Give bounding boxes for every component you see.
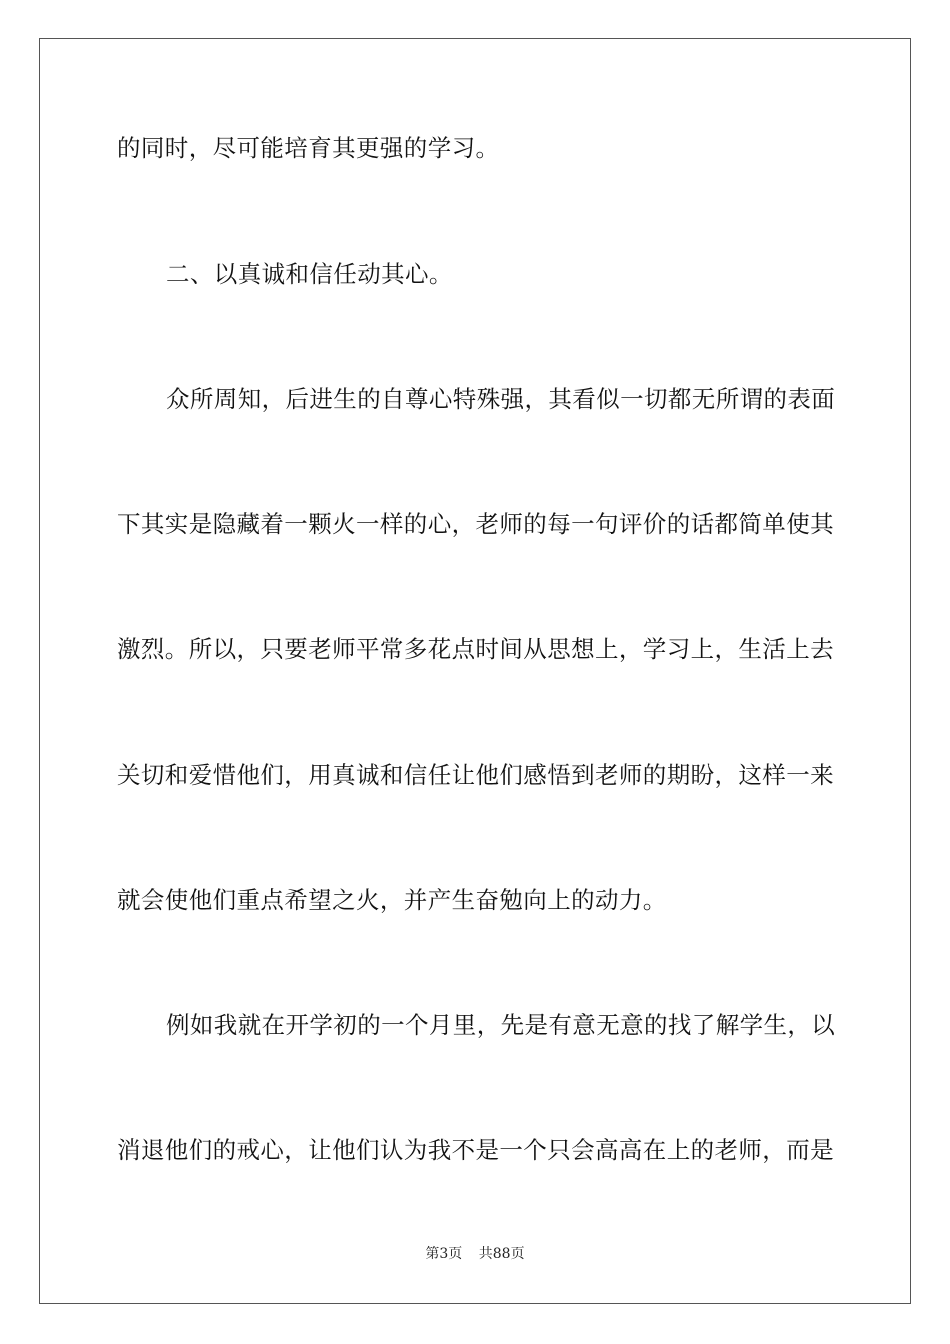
page-number: 第3页 bbox=[425, 1246, 463, 1262]
text-line: 的同时，尽可能培育其更强的学习。 bbox=[117, 134, 500, 162]
text-line: 激烈。所以，只要老师平常多花点时间从思想上，学习上，生活上去 bbox=[117, 635, 834, 663]
text-line: 就会使他们重点希望之火，并产生奋勉向上的动力。 bbox=[117, 886, 667, 914]
text-line: 众所周知，后进生的自尊心特殊强，其看似一切都无所谓的表面 bbox=[166, 385, 836, 413]
text-line: 关切和爱惜他们，用真诚和信任让他们感悟到老师的期盼，这样一来 bbox=[117, 761, 834, 789]
text-line: 下其实是隐藏着一颗火一样的心，老师的每一句评价的话都简单使其 bbox=[117, 510, 834, 538]
text-line: 消退他们的戒心，让他们认为我不是一个只会高高在上的老师，而是 bbox=[117, 1136, 834, 1164]
section-heading: 二、以真诚和信任动其心。 bbox=[166, 260, 453, 288]
page-footer bbox=[0, 1244, 950, 1264]
text-line: 例如我就在开学初的一个月里，先是有意无意的找了解学生，以 bbox=[166, 1011, 836, 1039]
page-total: 共88页 bbox=[478, 1246, 525, 1262]
page-frame bbox=[39, 38, 911, 1304]
